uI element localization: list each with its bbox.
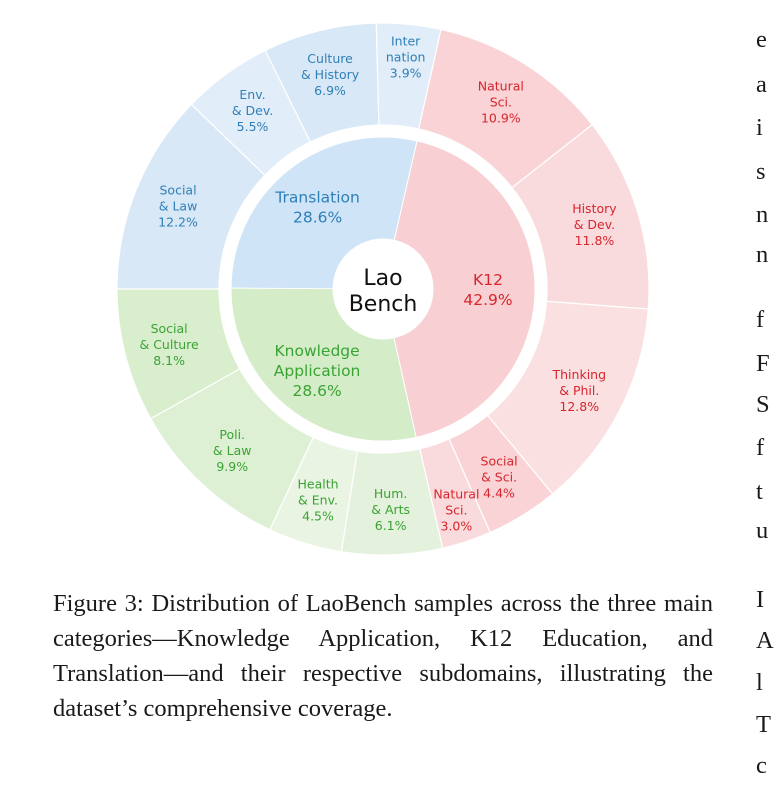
cropped-text-column xyxy=(756,0,774,800)
outer-label-history-dev-5: History & Dev. 11.8% xyxy=(572,201,617,249)
cropped-letter: A xyxy=(756,627,774,654)
inner-label-k12: K12 42.9% xyxy=(463,270,513,309)
cropped-letter: l xyxy=(756,669,763,696)
inner-label-knowledge-application: Knowledge Application 28.6% xyxy=(273,342,361,401)
inner-label-translation: Translation 28.6% xyxy=(275,188,360,227)
outer-label-hum-arts-9: Hum. & Arts 6.1% xyxy=(371,486,411,534)
cropped-letter: T xyxy=(756,711,771,738)
cropped-letter: f xyxy=(756,306,765,333)
outer-label-env-dev-1: Env. & Dev. 5.5% xyxy=(231,86,274,134)
outer-label-social-sci-7: Social & Sci. 4.4% xyxy=(480,453,518,501)
outer-label-social-culture-12: Social & Culture 8.1% xyxy=(139,321,199,369)
cropped-letter: a xyxy=(756,71,767,98)
cropped-letter: s xyxy=(756,158,766,185)
outer-label-social-law-0: Social & Law 12.2% xyxy=(158,182,198,230)
cropped-letter: u xyxy=(756,517,769,544)
outer-label-culture-history-2: Culture & History 6.9% xyxy=(300,50,360,98)
outer-label-inter-nation-3: Inter nation 3.9% xyxy=(385,33,426,81)
cropped-letter: f xyxy=(756,434,765,461)
outer-label-health-env-10: Health & Env. 4.5% xyxy=(297,476,339,524)
outer-label-thinking-phil-6: Thinking & Phil. 12.8% xyxy=(552,366,607,414)
cropped-letter: n xyxy=(756,201,769,228)
outer-label-natural-sci-4: Natural Sci. 10.9% xyxy=(477,78,524,126)
center-label xyxy=(333,239,433,339)
cropped-letter: I xyxy=(756,586,765,613)
cropped-letter: n xyxy=(756,241,769,268)
cropped-letter: i xyxy=(756,114,763,141)
cropped-letter: S xyxy=(756,391,770,418)
figure-caption: Figure 3: Distribution of LaoBench samples across the three main categories—Knowledge Application, K12 Education, and Translation—and their respective subdomains, illustrating the dataset’s comprehensive coverage. xyxy=(53,590,713,722)
cropped-letter: c xyxy=(756,752,767,779)
cropped-letter: e xyxy=(756,26,767,53)
cropped-letter: F xyxy=(756,350,770,377)
center-title: Lao Bench xyxy=(348,266,418,317)
cropped-letter: t xyxy=(756,478,763,505)
outer-label-natural-sci-8: Natural Sci. 3.0% xyxy=(433,486,480,534)
outer-label-poli-law-11: Poli. & Law 9.9% xyxy=(212,426,252,474)
